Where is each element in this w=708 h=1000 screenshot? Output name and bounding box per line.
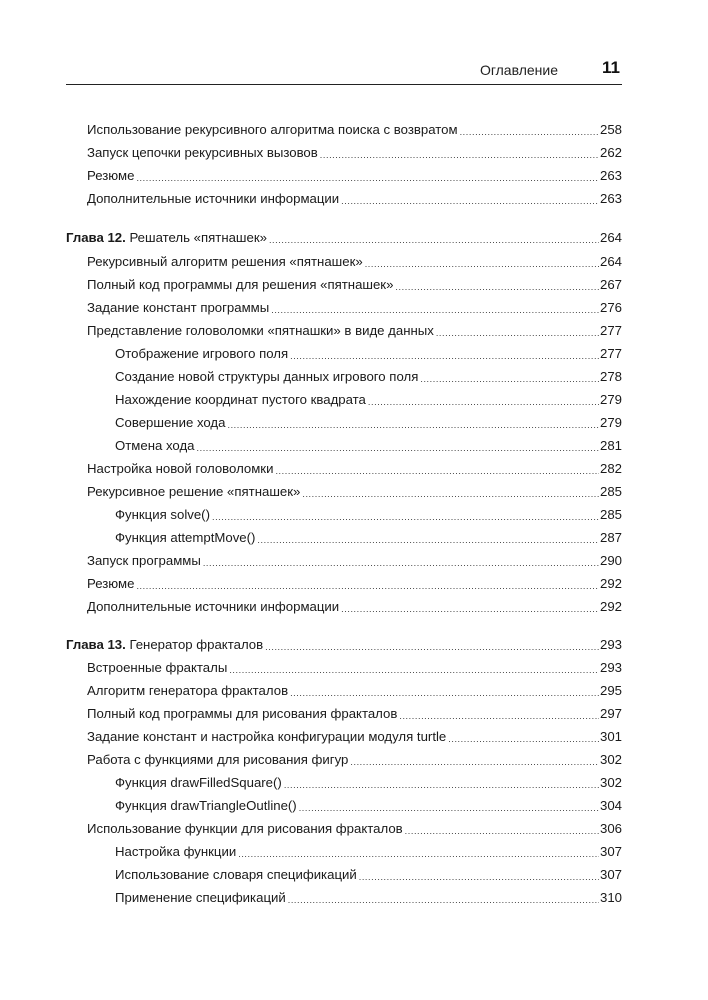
leader-dots bbox=[395, 275, 599, 295]
toc-subentry bbox=[115, 505, 622, 525]
leader-dots bbox=[136, 166, 599, 186]
toc-entry-title: Дополнительные источники информации bbox=[87, 599, 340, 614]
leader-dots bbox=[257, 528, 599, 548]
leader-dots bbox=[341, 597, 599, 617]
toc-entry-page: 302 bbox=[599, 752, 622, 767]
toc-entry-page: 281 bbox=[599, 438, 622, 453]
toc-entry-title: Задание констант и настройка конфигурации модуля turtle bbox=[87, 729, 447, 744]
toc-entry-title: Задание констант программы bbox=[87, 300, 270, 315]
toc-entry-page: 287 bbox=[599, 530, 622, 545]
chapter-name: Решатель «пятнашек» bbox=[129, 230, 267, 245]
leader-dots bbox=[284, 773, 599, 793]
leader-dots bbox=[290, 681, 599, 701]
toc-entry-title: Представление головоломки «пятнашки» в виде данных bbox=[87, 323, 434, 338]
toc-entry bbox=[87, 704, 622, 724]
chapter-label: Глава 13. bbox=[66, 637, 126, 652]
toc-entry-title: Работа с функциями для рисования фигур bbox=[87, 752, 349, 767]
toc-entry-page: 307 bbox=[599, 844, 622, 859]
toc-entry-page: 301 bbox=[599, 729, 622, 744]
toc-entry-title: Нахождение координат пустого квадрата bbox=[115, 392, 366, 407]
toc-subentry bbox=[115, 773, 622, 793]
toc-entry-page: 279 bbox=[599, 415, 622, 430]
toc-entry-page: 279 bbox=[599, 392, 622, 407]
leader-dots bbox=[320, 143, 599, 163]
running-header bbox=[66, 58, 622, 85]
toc-entry-page: 263 bbox=[599, 191, 622, 206]
leader-dots bbox=[265, 635, 599, 655]
chapter-name: Генератор фракталов bbox=[129, 637, 264, 652]
toc-entry-title: Использование словаря спецификаций bbox=[115, 867, 357, 882]
toc-entry-page: 264 bbox=[599, 254, 622, 269]
toc-entry bbox=[87, 551, 622, 571]
leader-dots bbox=[359, 865, 599, 885]
toc-subentry bbox=[115, 865, 622, 885]
toc-entry bbox=[87, 574, 622, 594]
toc-entry bbox=[87, 275, 622, 295]
leader-dots bbox=[197, 436, 599, 456]
toc-entry-title: Использование функции для рисования фракталов bbox=[87, 821, 403, 836]
leader-dots bbox=[288, 888, 599, 908]
toc-entry bbox=[87, 459, 622, 479]
toc-entry-title: Алгоритм генератора фракталов bbox=[87, 683, 289, 698]
leader-dots bbox=[460, 120, 599, 140]
toc-entry-title: Резюме bbox=[87, 576, 135, 591]
leader-dots bbox=[271, 298, 599, 318]
toc-entry-page: 292 bbox=[599, 599, 622, 614]
leader-dots bbox=[136, 574, 599, 594]
toc-entry-page: 282 bbox=[599, 461, 622, 476]
toc-entry-title: Создание новой структуры данных игрового поля bbox=[115, 369, 419, 384]
toc-entry-page: 264 bbox=[599, 230, 622, 245]
toc-entry-page: 258 bbox=[599, 122, 622, 137]
toc-entry-title: Запуск цепочки рекурсивных вызовов bbox=[87, 145, 318, 160]
toc-subentry bbox=[115, 842, 622, 862]
toc-entry-title: Настройка функции bbox=[115, 844, 237, 859]
leader-dots bbox=[238, 842, 599, 862]
toc-entry-page: 278 bbox=[599, 369, 622, 384]
toc-subentry bbox=[115, 796, 622, 816]
toc-entry bbox=[87, 166, 622, 186]
toc-entry bbox=[87, 727, 622, 747]
toc-entry bbox=[87, 482, 622, 502]
leader-dots bbox=[399, 704, 599, 724]
toc-entry-page: 290 bbox=[599, 553, 622, 568]
leader-dots bbox=[436, 321, 599, 341]
toc-entry-page: 292 bbox=[599, 576, 622, 591]
toc-entry-title: Резюме bbox=[87, 168, 135, 183]
toc-entry bbox=[87, 120, 622, 140]
toc-entry-page: 293 bbox=[599, 660, 622, 675]
toc-entry-page: 263 bbox=[599, 168, 622, 183]
leader-dots bbox=[350, 750, 599, 770]
toc-entry bbox=[87, 597, 622, 617]
leader-dots bbox=[405, 819, 599, 839]
toc-subentry bbox=[115, 436, 622, 456]
leader-dots bbox=[269, 228, 599, 248]
toc-entry-page: 267 bbox=[599, 277, 622, 292]
toc-entry-title: Использование рекурсивного алгоритма поиска с возвратом bbox=[87, 122, 458, 137]
toc-entry-page: 302 bbox=[599, 775, 622, 790]
leader-dots bbox=[368, 390, 599, 410]
toc-entry bbox=[87, 750, 622, 770]
leader-dots bbox=[448, 727, 599, 747]
toc-subentry bbox=[115, 528, 622, 548]
toc-entry-page: 310 bbox=[599, 890, 622, 905]
toc-entry-page: 277 bbox=[599, 323, 622, 338]
toc-entry-title: Запуск программы bbox=[87, 553, 201, 568]
toc-entry-title: Функция attemptMove() bbox=[115, 530, 256, 545]
toc-subentry bbox=[115, 390, 622, 410]
toc-chapter-title bbox=[66, 635, 265, 655]
toc-entry-page: 307 bbox=[599, 867, 622, 882]
leader-dots bbox=[420, 367, 599, 387]
toc-chapter bbox=[66, 635, 622, 655]
toc-entry bbox=[87, 321, 622, 341]
chapter-label: Глава 12. bbox=[66, 230, 126, 245]
toc-entry-page: 285 bbox=[599, 484, 622, 499]
toc-subentry bbox=[115, 344, 622, 364]
toc-entry-title: Отмена хода bbox=[115, 438, 195, 453]
toc-entry-page: 293 bbox=[599, 637, 622, 652]
toc-entry-title: Рекурсивное решение «пятнашек» bbox=[87, 484, 301, 499]
leader-dots bbox=[227, 413, 599, 433]
toc-chapter-title bbox=[66, 228, 269, 248]
leader-dots bbox=[203, 551, 599, 571]
toc-entry-page: 306 bbox=[599, 821, 622, 836]
leader-dots bbox=[299, 796, 599, 816]
leader-dots bbox=[229, 658, 599, 678]
toc-entry-title: Встроенные фракталы bbox=[87, 660, 228, 675]
toc-entry bbox=[87, 143, 622, 163]
leader-dots bbox=[302, 482, 599, 502]
toc-entry-title: Настройка новой головоломки bbox=[87, 461, 274, 476]
toc-entry-page: 304 bbox=[599, 798, 622, 813]
toc-entry bbox=[87, 819, 622, 839]
toc-entry-title: Рекурсивный алгоритм решения «пятнашек» bbox=[87, 254, 363, 269]
toc-entry-title: Функция solve() bbox=[115, 507, 210, 522]
toc-entry-page: 277 bbox=[599, 346, 622, 361]
toc-entry-page: 297 bbox=[599, 706, 622, 721]
toc-entry-title: Полный код программы для рисования фракталов bbox=[87, 706, 398, 721]
toc-entry-title: Применение спецификаций bbox=[115, 890, 286, 905]
toc-entry bbox=[87, 658, 622, 678]
toc-entry-title: Совершение хода bbox=[115, 415, 226, 430]
leader-dots bbox=[341, 189, 599, 209]
toc-subentry bbox=[115, 367, 622, 387]
leader-dots bbox=[275, 459, 599, 479]
toc-entry bbox=[87, 681, 622, 701]
toc-subentry bbox=[115, 888, 622, 908]
page-number: 11 bbox=[602, 58, 620, 77]
toc-entry-title: Функция drawFilledSquare() bbox=[115, 775, 282, 790]
toc-entry-page: 262 bbox=[599, 145, 622, 160]
toc-entry-title: Дополнительные источники информации bbox=[87, 191, 340, 206]
toc-chapter bbox=[66, 228, 622, 248]
toc-subentry bbox=[115, 413, 622, 433]
leader-dots bbox=[290, 344, 599, 364]
leader-dots bbox=[212, 505, 599, 525]
toc-entry-title: Полный код программы для решения «пятнашек» bbox=[87, 277, 394, 292]
toc-entry bbox=[87, 298, 622, 318]
toc-entry-page: 285 bbox=[599, 507, 622, 522]
toc-entry bbox=[87, 189, 622, 209]
toc-entry bbox=[87, 252, 622, 272]
leader-dots bbox=[365, 252, 599, 272]
toc-entry-page: 276 bbox=[599, 300, 622, 315]
toc-entry-title: Отображение игрового поля bbox=[115, 346, 289, 361]
toc-entry-page: 295 bbox=[599, 683, 622, 698]
toc-entry-title: Функция drawTriangleOutline() bbox=[115, 798, 297, 813]
header-title: Оглавление bbox=[479, 62, 558, 78]
